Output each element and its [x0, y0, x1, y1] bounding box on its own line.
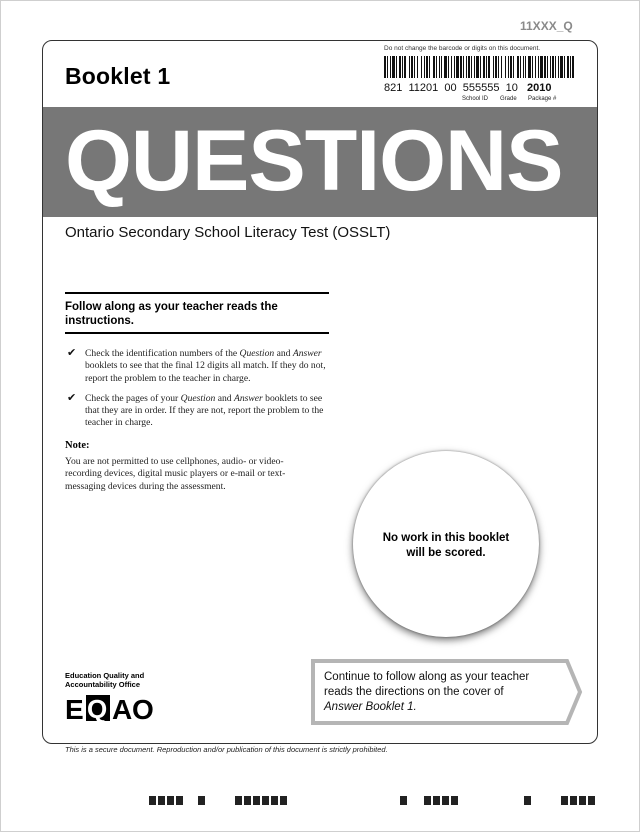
- checklist: [65, 348, 335, 438]
- barcode: [384, 56, 576, 78]
- barcode-bar: [567, 56, 569, 78]
- timing-mark: [271, 796, 278, 805]
- barcode-bar: [480, 56, 481, 78]
- logo-letter: O: [132, 694, 154, 723]
- checkmark-icon: ✔: [67, 347, 77, 359]
- barcode-bar: [429, 56, 430, 78]
- checklist-emphasis: Question: [239, 348, 275, 359]
- barcode-bar: [439, 56, 440, 78]
- barcode-bar: [544, 56, 546, 78]
- instructions-heading: Follow along as your teacher reads the instructions.: [65, 301, 278, 327]
- timing-mark: [244, 796, 251, 805]
- timing-mark: [442, 796, 449, 805]
- barcode-bar: [460, 56, 462, 78]
- checklist-text: booklets to see that they are in order. If they are not, report the problem to the teacher in charge.: [85, 392, 324, 429]
- timing-mark: [235, 796, 242, 805]
- checklist-text: Check the pages of your: [85, 392, 181, 404]
- checklist-emphasis: Question: [180, 392, 216, 404]
- timing-mark: [570, 796, 577, 805]
- continue-line: Answer Booklet 1.: [324, 701, 417, 713]
- barcode-digit-group: 11201: [408, 82, 439, 94]
- caption-package: Package #: [528, 96, 557, 102]
- barcode-bar: [520, 56, 521, 78]
- org-name: [65, 671, 144, 689]
- barcode-digits: [384, 82, 552, 94]
- timing-mark: [149, 796, 156, 805]
- barcode-bar: [483, 56, 485, 78]
- barcode-bar: [538, 56, 539, 78]
- circle-text: [353, 531, 539, 561]
- timing-mark: [524, 796, 531, 805]
- timing-mark: [433, 796, 440, 805]
- barcode-bar: [414, 56, 415, 78]
- barcode-bar: [572, 56, 574, 78]
- timing-mark: [198, 796, 205, 805]
- barcode-digit-group: 10: [505, 82, 518, 94]
- barcode-bar: [404, 56, 406, 78]
- barcode-bar: [550, 56, 551, 78]
- no-work-circle: [353, 451, 539, 637]
- barcode-bar: [444, 56, 447, 78]
- logo-letter: E: [65, 694, 84, 723]
- barcode-bar: [402, 56, 403, 78]
- continue-text: [324, 670, 564, 715]
- barcode-bar: [510, 56, 512, 78]
- test-name: Ontario Secondary School Literacy Test (OSSLT): [65, 224, 391, 241]
- barcode-bar: [456, 56, 459, 78]
- barcode-bar: [495, 56, 497, 78]
- barcode-bar: [441, 56, 442, 78]
- checklist-text: booklets to see that the final 12 digits all match. If they do not, report the problem to the teacher in charge.: [85, 360, 326, 384]
- continue-line: Continue to follow along as your teacher: [324, 671, 530, 683]
- timing-mark: [451, 796, 458, 805]
- checklist-emphasis: Answer: [292, 348, 322, 359]
- timing-mark: [400, 796, 407, 805]
- barcode-bar: [547, 56, 548, 78]
- checkmark-icon: ✔: [67, 391, 77, 404]
- barcode-bar: [409, 56, 410, 78]
- barcode-bar: [532, 56, 533, 78]
- barcode-bar: [451, 56, 452, 78]
- instructions-box: [65, 292, 329, 334]
- timing-mark: [253, 796, 260, 805]
- barcode-bar: [463, 56, 464, 78]
- barcode-bar: [396, 56, 397, 78]
- checklist-text: and: [215, 392, 234, 404]
- barcode-bar: [552, 56, 554, 78]
- timing-mark: [579, 796, 586, 805]
- barcode-bar: [471, 56, 472, 78]
- barcode-bar: [570, 56, 571, 78]
- barcode-bar: [421, 56, 422, 78]
- barcode-bar: [417, 56, 418, 78]
- timing-mark: [262, 796, 269, 805]
- package-number: 2010: [527, 82, 552, 94]
- barcode-digit-group: 555555: [462, 82, 500, 94]
- questions-banner: [43, 107, 597, 217]
- barcode-bar: [468, 56, 470, 78]
- caption-grade: Grade: [500, 96, 517, 102]
- timing-mark: [424, 796, 431, 805]
- barcode-bar: [426, 56, 428, 78]
- barcode-bar: [493, 56, 494, 78]
- logo-letter: A: [112, 694, 133, 723]
- barcode-bar: [454, 56, 455, 78]
- barcode-bar: [535, 56, 536, 78]
- barcode-bar: [392, 56, 395, 78]
- security-footer: This is a secure document. Reproduction and/or publication of this document is strictly prohibited.: [65, 745, 388, 754]
- timing-mark: [280, 796, 287, 805]
- barcode-bar: [508, 56, 509, 78]
- barcode-bar: [523, 56, 524, 78]
- logo-letter: Q: [87, 694, 108, 723]
- barcode-bar: [501, 56, 502, 78]
- barcode-bar: [525, 56, 526, 78]
- booklet-title: Booklet 1: [65, 63, 171, 89]
- barcode-bar: [528, 56, 531, 78]
- barcode-bar: [555, 56, 556, 78]
- cover-panel: [42, 40, 598, 744]
- barcode-bar: [488, 56, 490, 78]
- checklist-item: [65, 348, 335, 385]
- barcode-bar: [486, 56, 487, 78]
- banner-word: QUESTIONS: [65, 113, 563, 209]
- barcode-bar: [424, 56, 425, 78]
- note-text: You are not permitted to use cellphones, audio- or video-recording devices, digital music players or e-mail or text-messaging devices during the assessment.: [65, 456, 286, 492]
- timing-marks: [0, 796, 640, 806]
- barcode-bar: [517, 56, 519, 78]
- checklist-item: [65, 393, 335, 430]
- barcode-bar: [505, 56, 506, 78]
- timing-mark: [176, 796, 183, 805]
- note-title: Note:: [65, 440, 90, 451]
- barcode-digit-group: 821: [384, 82, 403, 94]
- checklist-text: and: [274, 348, 293, 359]
- barcode-bar: [411, 56, 413, 78]
- barcode-bar: [387, 56, 388, 78]
- barcode-bar: [540, 56, 543, 78]
- barcode-bar: [399, 56, 401, 78]
- barcode-bar: [474, 56, 475, 78]
- continue-line: reads the directions on the cover of: [324, 686, 504, 698]
- timing-mark: [561, 796, 568, 805]
- org-name-line: Accountability Office: [65, 680, 141, 689]
- barcode-bar: [558, 56, 559, 78]
- barcode-bar: [498, 56, 499, 78]
- checklist-emphasis: Answer: [233, 392, 263, 404]
- barcode-bar: [433, 56, 435, 78]
- barcode-note: Do not change the barcode or digits on this document.: [384, 45, 541, 52]
- circle-line: No work in this booklet: [382, 532, 510, 544]
- barcode-bar: [384, 56, 386, 78]
- barcode-digit-group: 00: [444, 82, 457, 94]
- timing-mark: [588, 796, 595, 805]
- form-code: 11XXX_Q: [520, 19, 573, 33]
- barcode-bar: [564, 56, 565, 78]
- eqao-logo: [65, 693, 161, 723]
- caption-school-id: School ID: [462, 96, 489, 102]
- timing-mark: [158, 796, 165, 805]
- circle-line: will be scored.: [406, 547, 486, 559]
- timing-mark: [167, 796, 174, 805]
- barcode-bar: [476, 56, 479, 78]
- barcode-bar: [390, 56, 391, 78]
- barcode-bar: [448, 56, 449, 78]
- org-name-line: Education Quality and: [65, 671, 145, 680]
- barcode-bar: [466, 56, 467, 78]
- barcode-bar: [513, 56, 514, 78]
- checklist-text: Check the identification numbers of the: [85, 348, 240, 359]
- barcode-bar: [560, 56, 563, 78]
- barcode-bar: [436, 56, 437, 78]
